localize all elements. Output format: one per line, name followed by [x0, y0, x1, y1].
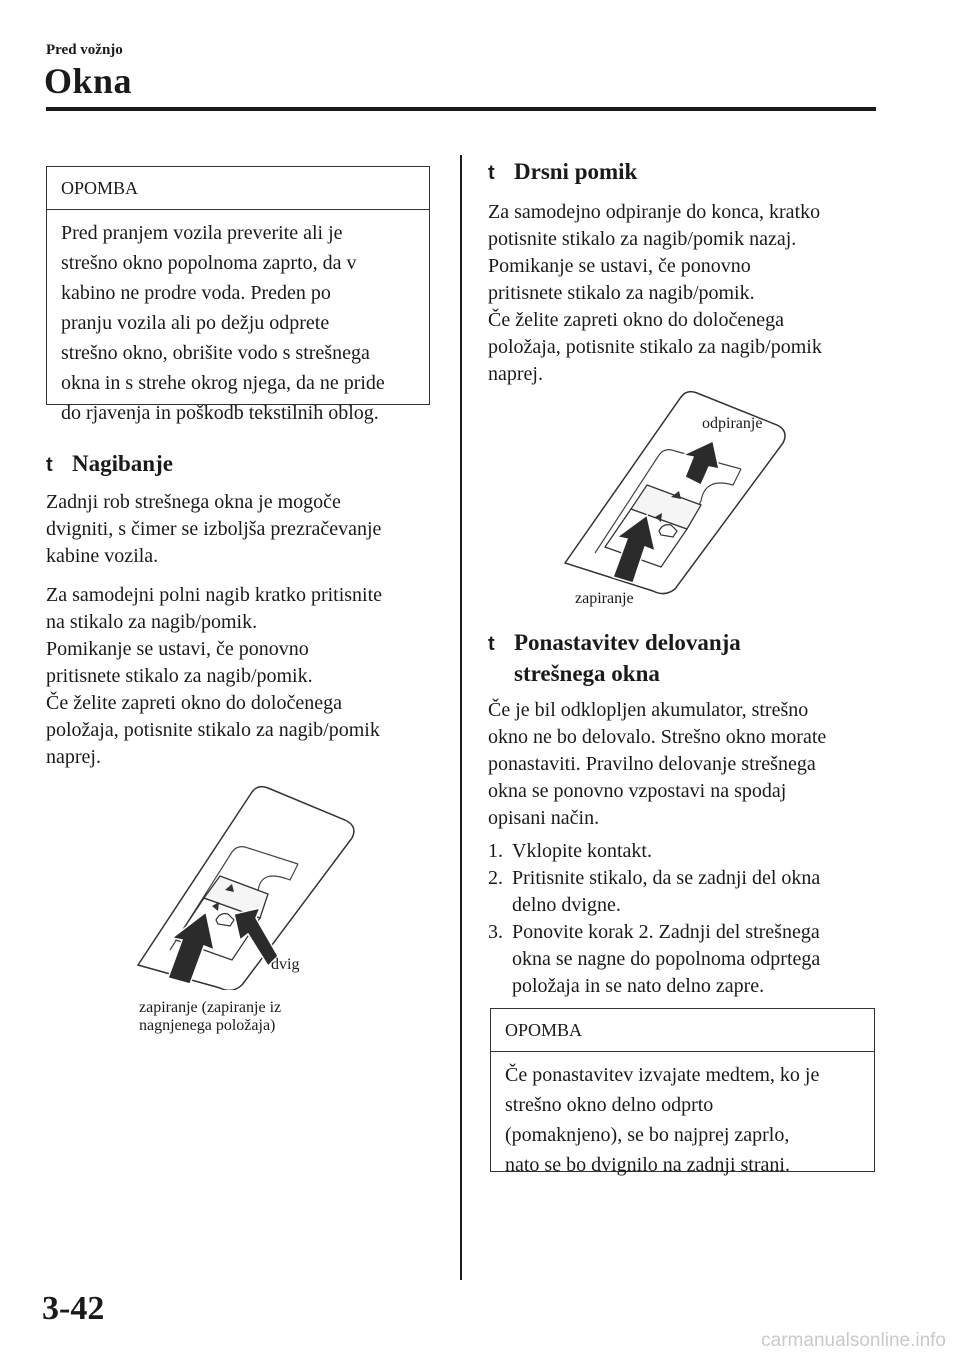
label-dvig: dvig: [271, 956, 300, 973]
heading-ponastavitev: [488, 628, 741, 689]
note-line: Pred pranjem vozila preverite ali je: [61, 222, 343, 244]
text-line: ponastaviti. Pravilno delovanje strešnega: [488, 753, 816, 775]
note-line: do rjavenja in poškodb tekstilnih oblog.: [61, 402, 379, 424]
heading-text: Drsni pomik: [514, 159, 638, 184]
section-label: Pred vožnjo: [46, 42, 123, 58]
note-label: OPOMBA: [491, 1009, 874, 1052]
note-line: kabino ne prodre voda. Preden po: [61, 282, 331, 304]
text-line: Pomikanje se ustavi, če ponovno: [488, 255, 751, 277]
text-line: okna se ponovno vzpostavi na spodaj: [488, 780, 787, 802]
column-divider: [460, 155, 462, 1280]
step-item: [488, 838, 820, 865]
step-number: 2.: [488, 867, 503, 889]
note-line: (pomaknjeno), se bo najprej zaprlo,: [505, 1124, 790, 1146]
text-line: pritisnete stikalo za nagib/pomik.: [46, 665, 313, 687]
label-odpiranje: odpiranje: [702, 415, 763, 432]
heading-text: Nagibanje: [72, 451, 173, 476]
text-line: Pomikanje se ustavi, če ponovno: [46, 638, 309, 660]
paragraph-nagibanje: [46, 489, 382, 771]
bullet-icon: t: [46, 454, 53, 476]
text-line: dvigniti, s čimer se izboljša prezračevanje: [46, 518, 382, 540]
note-line: strešno okno, obrišite vodo s strešnega: [61, 342, 370, 364]
note-line: Če ponastavitev izvajate medtem, ko je: [505, 1064, 820, 1086]
footer-watermark: carmanualsonline.info: [761, 1330, 946, 1351]
note-box-left: [46, 166, 430, 424]
page-number: 3-42: [42, 1290, 105, 1327]
note-line: strešno okno delno odprto: [505, 1094, 714, 1116]
step-text: Vklopite kontakt.: [512, 840, 652, 862]
text-line: okno ne bo delovalo. Strešno okno morate: [488, 726, 827, 748]
tilt-switch-illustration: [120, 780, 370, 990]
step-item: [488, 865, 820, 919]
note-line: okna in s strehe okrog njega, da ne pride: [61, 372, 385, 394]
text-line: naprej.: [46, 746, 101, 768]
header-rule: [46, 107, 876, 111]
slide-switch-illustration: [555, 385, 805, 595]
note-label: OPOMBA: [47, 167, 429, 210]
note-box-right: [490, 1008, 875, 1176]
heading-drsni-pomik: [488, 157, 637, 188]
text-line: kabine vozila.: [46, 545, 159, 567]
text-line: položaja, potisnite stikalo za nagib/pomik: [488, 336, 822, 358]
note-line: pranju vozila ali po dežju odprete: [61, 312, 330, 334]
text-line: Če je bil odklopljen akumulator, strešno: [488, 699, 809, 721]
text-line: potisnite stikalo za nagib/pomik nazaj.: [488, 228, 797, 250]
text-line: Če želite zapreti okno do določenega: [488, 309, 784, 331]
text-line: na stikalo za nagib/pomik.: [46, 611, 258, 633]
heading-nagibanje: [46, 449, 173, 480]
text-line: opisani način.: [488, 807, 600, 829]
step-text: Ponovite korak 2. Zadnji del strešnega: [512, 921, 820, 943]
text-line: Če želite zapreti okno do določenega: [46, 692, 342, 714]
heading-text-line1: Ponastavitev delovanja: [514, 630, 741, 655]
bullet-icon: t: [488, 633, 495, 655]
heading-text-line2: strešnega okna: [514, 661, 660, 686]
paragraph-drsni-pomik: [488, 199, 822, 388]
note-line: nato se bo dvignilo na zadnji strani.: [505, 1154, 790, 1176]
note-body: [47, 210, 429, 428]
paragraph-ponastavitev: [488, 697, 826, 832]
step-text: okna se nagne do popolnoma odprtega: [512, 948, 821, 970]
step-number: 1.: [488, 840, 503, 862]
step-text: Pritisnite stikalo, da se zadnji del okna: [512, 867, 821, 889]
label-zapiranje-nagib-line1: zapiranje (zapiranje iz: [139, 999, 282, 1016]
step-text: položaja in se nato delno zapre.: [512, 975, 765, 997]
step-text: delno dvigne.: [512, 894, 621, 916]
label-zapiranje: zapiranje: [575, 590, 634, 607]
step-number: 3.: [488, 921, 503, 943]
bullet-icon: t: [488, 162, 495, 184]
text-line: Za samodejni polni nagib kratko pritisnite: [46, 584, 383, 606]
note-body: [491, 1052, 874, 1180]
label-zapiranje-nagib-line2: nagnjenega položaja): [139, 1017, 276, 1034]
text-line: Zadnji rob strešnega okna je mogoče: [46, 491, 341, 513]
step-item: [488, 919, 820, 1000]
text-line: pritisnete stikalo za nagib/pomik.: [488, 282, 755, 304]
text-line: Za samodejno odpiranje do konca, kratko: [488, 201, 821, 223]
text-line: naprej.: [488, 363, 543, 385]
note-line: strešno okno popolnoma zaprto, da v: [61, 252, 357, 274]
text-line: položaja, potisnite stikalo za nagib/pomik: [46, 719, 380, 741]
page-title: Okna: [44, 61, 133, 101]
steps-list: [488, 838, 820, 1000]
